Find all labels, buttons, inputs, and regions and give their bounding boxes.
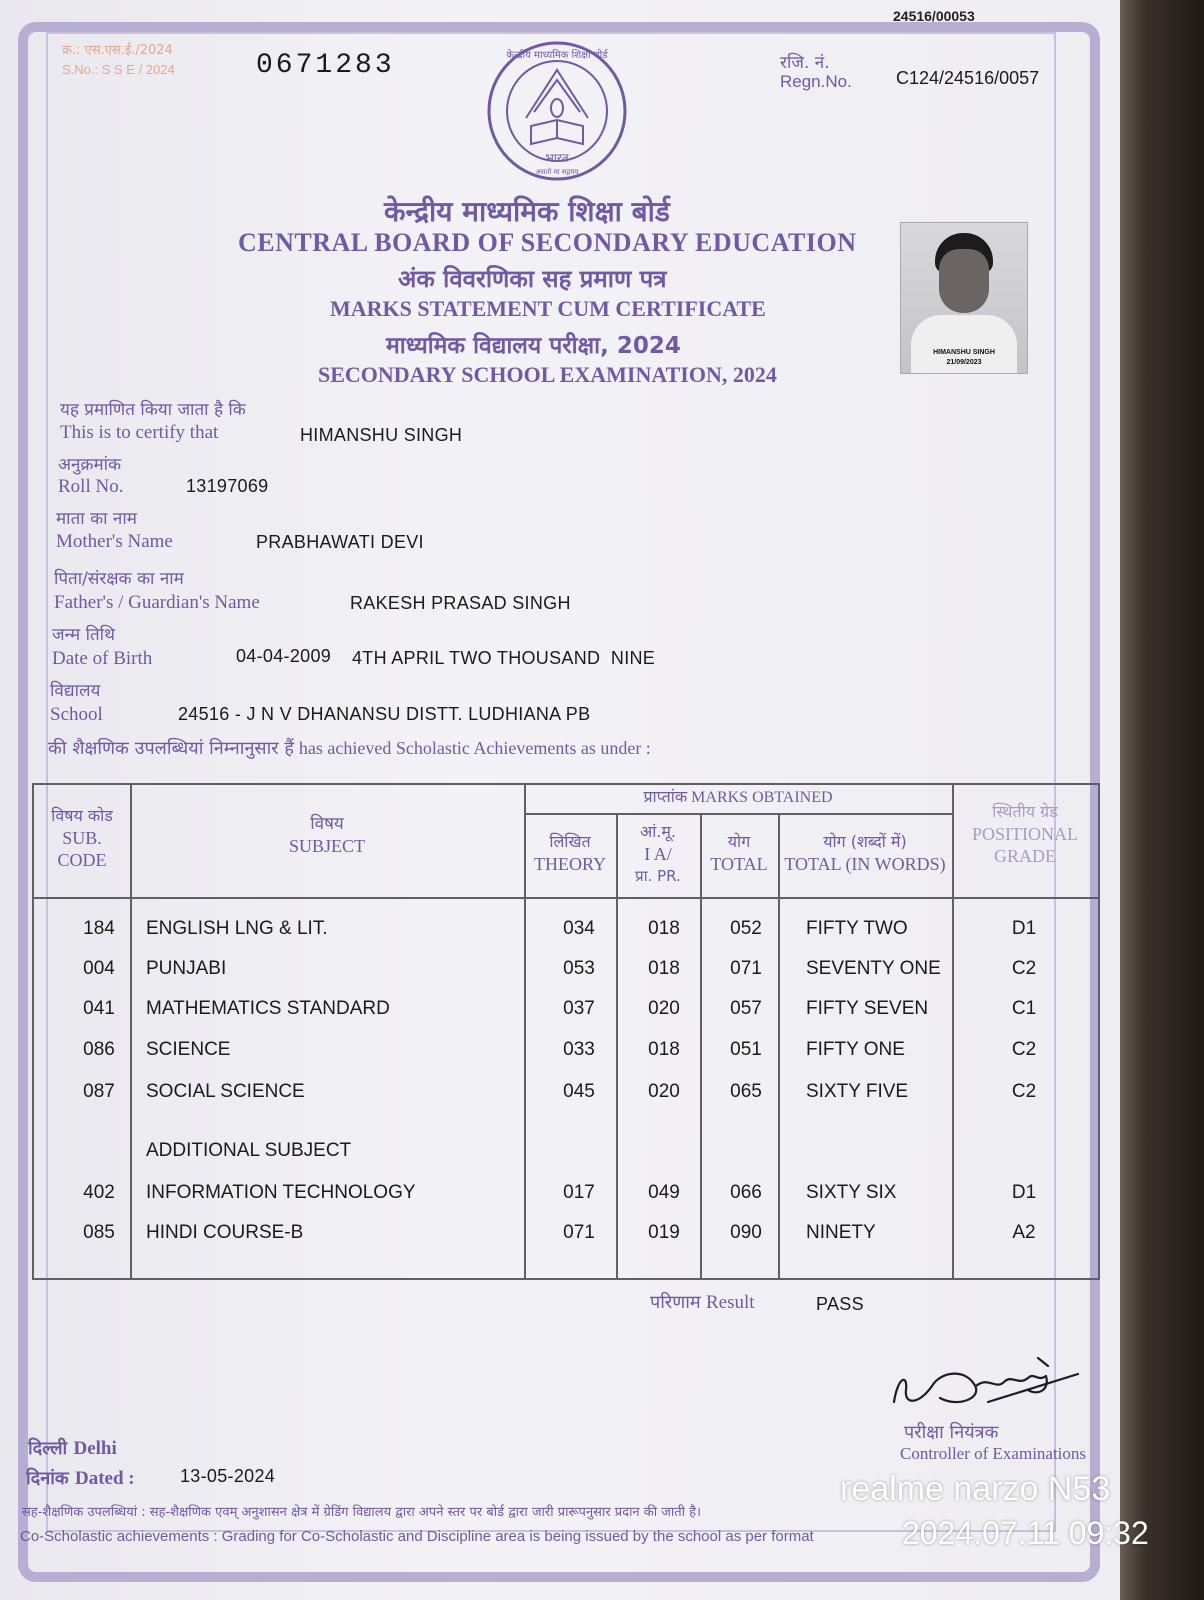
camera-watermark bbox=[840, 1470, 1149, 1552]
total-in-words: FIFTY ONE bbox=[806, 1039, 905, 1060]
total-marks: 065 bbox=[730, 1081, 762, 1102]
doc-title-hi: अंक विवरणिका सह प्रमाण पत्र bbox=[398, 265, 667, 293]
doc-title-en: MARKS STATEMENT CUM CERTIFICATE bbox=[330, 296, 766, 321]
regn-label-en: Regn.No. bbox=[780, 72, 852, 91]
regn-number: C124/24516/0057 bbox=[896, 68, 1040, 88]
theory-marks: 045 bbox=[563, 1081, 595, 1102]
grade: C1 bbox=[1011, 998, 1037, 1019]
seal-motto: असतो मा सद्गमय bbox=[535, 168, 579, 176]
dob-label-hi: जन्म तिथि bbox=[52, 625, 115, 645]
total-in-words: SIXTY FIVE bbox=[806, 1081, 909, 1102]
total-marks: 057 bbox=[730, 998, 762, 1019]
result-label-hi: परिणाम bbox=[650, 1292, 701, 1313]
ia-marks: 019 bbox=[648, 1222, 680, 1243]
sub-code: 086 bbox=[83, 1039, 115, 1060]
grade: C2 bbox=[1011, 1081, 1037, 1102]
subject-name: INFORMATION TECHNOLOGY bbox=[146, 1182, 416, 1203]
father-name: RAKESH PRASAD SINGH bbox=[350, 593, 571, 613]
header-total-words: योग (शब्दों में) TOTAL (IN WORDS) bbox=[784, 832, 946, 874]
total-marks: 066 bbox=[730, 1182, 762, 1203]
ia-marks: 018 bbox=[648, 958, 680, 979]
subject-name: ENGLISH LNG & LIT. bbox=[146, 918, 328, 939]
result-line bbox=[650, 1290, 755, 1314]
sub-code: 041 bbox=[83, 998, 115, 1019]
sub-code: 085 bbox=[83, 1222, 115, 1243]
total-marks: 052 bbox=[730, 918, 762, 939]
seal-bottom-text: भारत bbox=[545, 151, 569, 165]
issue-date: 13-05-2024 bbox=[180, 1466, 276, 1486]
subject-name: PUNJABI bbox=[146, 958, 227, 979]
roll-label-en: Roll No. bbox=[58, 476, 124, 497]
dob-label-en: Date of Birth bbox=[52, 648, 153, 669]
total-marks: 051 bbox=[730, 1039, 762, 1060]
ia-marks: 020 bbox=[648, 1081, 680, 1102]
dob-words: 4TH APRIL TWO THOUSAND NINE bbox=[352, 648, 656, 668]
controller-title-hi: परीक्षा नियंत्रक bbox=[904, 1422, 999, 1443]
student-photo bbox=[900, 222, 1028, 374]
cbse-seal-emblem bbox=[486, 40, 628, 182]
mother-label-hi: माता का नाम bbox=[56, 509, 137, 529]
theory-marks: 034 bbox=[563, 918, 595, 939]
camera-timestamp: 2024.07.11 09:32 bbox=[902, 1515, 1149, 1551]
school-name: 24516 - J N V DHANANSU DISTT. LUDHIANA PB bbox=[178, 704, 591, 724]
achievement-en: has achieved Scholastic Achievements as under : bbox=[298, 738, 651, 758]
table-row bbox=[34, 1213, 1098, 1253]
father-label-en: Father's / Guardian's Name bbox=[54, 592, 260, 613]
regn-label-hi: रजि. नं. bbox=[780, 53, 830, 73]
grade: C2 bbox=[1011, 1039, 1037, 1060]
table-row bbox=[34, 949, 1098, 989]
grade: D1 bbox=[1011, 918, 1037, 939]
result-value: PASS bbox=[816, 1294, 864, 1314]
table-row bbox=[34, 989, 1098, 1029]
serial-stamp-line1: क्र.: एस.एस.ई./2024 bbox=[62, 43, 173, 58]
top-right-ref: 24516/00053 bbox=[893, 8, 975, 24]
total-in-words: SEVENTY ONE bbox=[806, 958, 941, 979]
ia-marks: 020 bbox=[648, 998, 680, 1019]
theory-marks: 017 bbox=[563, 1182, 595, 1203]
achievement-line bbox=[48, 736, 651, 760]
roll-number: 13197069 bbox=[186, 476, 269, 496]
theory-marks: 053 bbox=[563, 958, 595, 979]
achievement-hi: की शैक्षणिक उपलब्धियां निम्नानुसार हैं bbox=[48, 738, 294, 759]
total-marks: 090 bbox=[730, 1222, 762, 1243]
header-positional-grade: स्थितीय ग्रेड POSITIONAL GRADE bbox=[972, 802, 1078, 866]
subject-name: HINDI COURSE-B bbox=[146, 1222, 304, 1243]
board-name-hi: केन्द्रीय माध्यमिक शिक्षा बोर्ड bbox=[384, 195, 670, 228]
controller-signature bbox=[888, 1346, 1084, 1416]
school-label-en: School bbox=[50, 704, 103, 725]
grade: D1 bbox=[1011, 1182, 1037, 1203]
board-name-en: CENTRAL BOARD OF SECONDARY EDUCATION bbox=[238, 228, 857, 257]
header-theory: लिखित THEORY bbox=[534, 832, 606, 874]
grade: C2 bbox=[1011, 958, 1037, 979]
roll-label-hi: अनुक्रमांक bbox=[58, 455, 122, 475]
mother-name: PRABHAWATI DEVI bbox=[256, 532, 424, 552]
subject-name: SOCIAL SCIENCE bbox=[146, 1081, 305, 1102]
place-label: दिल्ली Delhi bbox=[28, 1438, 117, 1459]
photo-caption-date: 21/09/2023 bbox=[946, 359, 982, 366]
serial-number: 0671283 bbox=[256, 50, 395, 81]
header-subject: विषय SUBJECT bbox=[288, 814, 366, 856]
exam-title-hi: माध्यमिक विद्यालय परीक्षा, 2024 bbox=[386, 333, 681, 359]
additional-subject-label: ADDITIONAL SUBJECT bbox=[146, 1140, 352, 1161]
ia-marks: 018 bbox=[648, 918, 680, 939]
table-row bbox=[34, 909, 1098, 949]
marks-table bbox=[32, 783, 1100, 1280]
table-row bbox=[34, 1030, 1098, 1070]
co-scholastic-note-hi: सह-शैक्षणिक उपलब्धियां : सह-शैक्षणिक एवम् अनुशासन क्षेत्र में ग्रेडिंग विद्यालय द्वारा अपने स्तर पर बोर्ड द्वारा जारी प्रारूपनुसार प्रदान की जाती है। bbox=[22, 1505, 702, 1520]
theory-marks: 033 bbox=[563, 1039, 595, 1060]
total-in-words: FIFTY SEVEN bbox=[806, 998, 929, 1019]
photo-caption-name: HIMANSHU SINGH bbox=[933, 349, 995, 356]
ia-marks: 049 bbox=[648, 1182, 680, 1203]
mother-label-en: Mother's Name bbox=[56, 531, 173, 552]
school-label-hi: विद्यालय bbox=[50, 681, 101, 701]
header-marks-obtained: प्राप्तांक MARKS OBTAINED bbox=[643, 789, 833, 806]
exam-title-en: SECONDARY SCHOOL EXAMINATION, 2024 bbox=[318, 362, 777, 387]
header-sub-code: विषय कोड SUB. CODE bbox=[51, 806, 113, 870]
sub-code: 004 bbox=[83, 958, 115, 979]
dated-label: दिनांक Dated : bbox=[26, 1468, 135, 1489]
header-ia-pr: आं.मू. I A/ प्रा. PR. bbox=[635, 822, 681, 885]
subject-name: SCIENCE bbox=[146, 1039, 231, 1060]
camera-device: realme narzo N53 bbox=[840, 1470, 1111, 1508]
table-edge-background bbox=[1120, 0, 1204, 1600]
sub-code: 184 bbox=[83, 918, 115, 939]
table-row bbox=[34, 1173, 1098, 1213]
total-in-words: NINETY bbox=[806, 1222, 876, 1243]
controller-title-en: Controller of Examinations bbox=[900, 1444, 1087, 1463]
certify-label-hi: यह प्रमाणित किया जाता है कि bbox=[60, 400, 246, 420]
co-scholastic-note-en: Co-Scholastic achievements : Grading for Co-Scholastic and Discipline area is being issued by the school as per format bbox=[20, 1528, 814, 1545]
header-total: योग TOTAL bbox=[710, 832, 768, 874]
seal-ring-text: केन्द्रीय माध्यमिक शिक्षा बोर्ड bbox=[506, 50, 608, 61]
dob-value: 04-04-2009 bbox=[236, 646, 332, 666]
total-in-words: SIXTY SIX bbox=[806, 1182, 897, 1203]
total-marks: 071 bbox=[730, 958, 762, 979]
subject-name: MATHEMATICS STANDARD bbox=[146, 998, 390, 1019]
certify-label-en: This is to certify that bbox=[60, 422, 219, 443]
theory-marks: 037 bbox=[563, 998, 595, 1019]
table-row bbox=[34, 1072, 1098, 1112]
student-name: HIMANSHU SINGH bbox=[300, 425, 463, 445]
serial-stamp-line2: S.No.: S S E / 2024 bbox=[62, 62, 175, 77]
result-label-en: Result bbox=[705, 1292, 755, 1313]
sub-code: 402 bbox=[83, 1182, 115, 1203]
sub-code: 087 bbox=[83, 1081, 115, 1102]
theory-marks: 071 bbox=[563, 1222, 595, 1243]
grade: A2 bbox=[1012, 1222, 1036, 1243]
ia-marks: 018 bbox=[648, 1039, 680, 1060]
father-label-hi: पिता/संरक्षक का नाम bbox=[54, 569, 184, 589]
total-in-words: FIFTY TWO bbox=[806, 918, 908, 939]
